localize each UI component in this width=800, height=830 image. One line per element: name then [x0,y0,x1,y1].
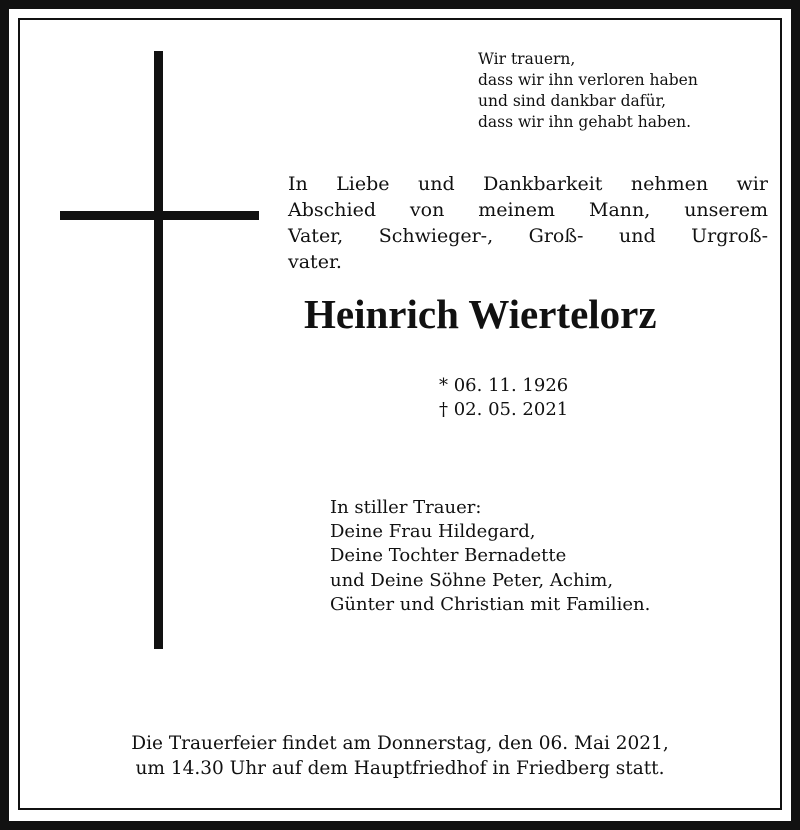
farewell-line [288,197,768,223]
word: meinem [478,199,556,221]
word: wir [736,173,768,195]
word: Abschied [288,199,376,221]
word: Urgroß- [691,225,768,247]
word: Dankbarkeit [483,173,603,195]
mourner-line: Deine Tochter Bernadette [330,545,567,567]
life-dates [439,374,568,422]
cross-horizontal-beam [60,211,259,220]
mourner-line: Deine Frau Hildegard, [330,521,536,543]
word: unserem [684,199,768,221]
word: Schwieger-, [378,225,494,247]
funeral-line: Die Trauerfeier findet am Donnerstag, den 06. Mai 2021, [131,733,669,754]
mourners-heading: In stiller Trauer: [330,497,482,518]
death-date: † 02. 05. 2021 [439,399,569,420]
farewell-line [288,223,768,249]
mourner-line: Günter und Christian mit Familien. [330,593,651,615]
cross-vertical-beam [154,51,163,649]
funeral-notice [40,731,760,781]
word: In [288,173,308,195]
motto-line: Wir trauern, [478,50,576,68]
birth-date: * 06. 11. 1926 [439,375,569,396]
mourner-line: und Deine Söhne Peter, Achim, [330,569,614,591]
deceased-name: Heinrich Wiertelorz [304,291,657,337]
farewell-text [288,171,768,275]
word: Liebe [336,173,390,195]
word: nehmen [630,173,709,195]
motto-quote [478,49,698,133]
word: und [618,225,656,247]
funeral-line: um 14.30 Uhr auf dem Hauptfriedhof in Friedberg statt. [135,758,665,779]
word: von [409,199,445,221]
word: und [417,173,455,195]
motto-line: und sind dankbar dafür, [478,92,667,110]
motto-line: dass wir ihn verloren haben [478,71,698,89]
word: Mann, [588,199,651,221]
inner-border [18,18,782,810]
word: Groß- [528,225,584,247]
mourners-list [330,496,650,617]
motto-line: dass wir ihn gehabt haben. [478,113,692,131]
farewell-line: vater. [288,251,342,273]
word: Vater, [288,225,344,247]
farewell-line [288,171,768,197]
